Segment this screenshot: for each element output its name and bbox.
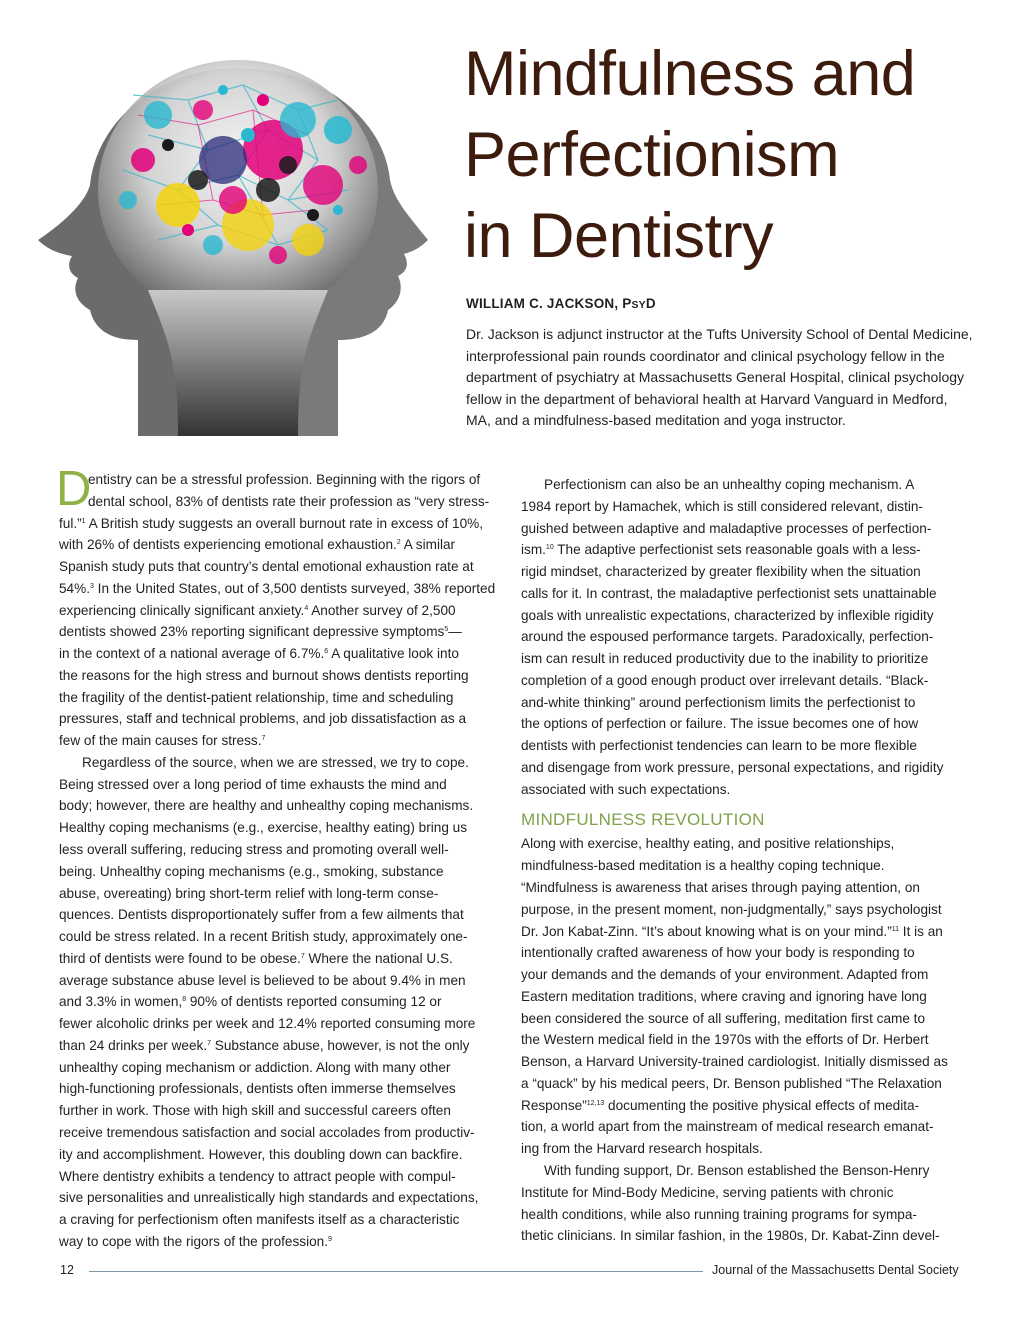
- line-text: with 26% of dentists experiencing emotional exhaustion.: [59, 537, 397, 553]
- line-text: the options of perfection or failure. The issue becomes one of how: [521, 716, 919, 732]
- line-text: unhealthy coping mechanism or addiction. Along with many other: [59, 1059, 451, 1075]
- line-text: documenting the positive physical effects of medita-: [604, 1097, 920, 1113]
- line-text: could be stress related. In a recent British study, approximately one-: [59, 929, 468, 945]
- text-line: [521, 877, 961, 899]
- line-text: Where the national U.S.: [304, 950, 453, 966]
- line-text: ing from the Harvard research hospitals.: [521, 1141, 763, 1157]
- text-line: [521, 1160, 961, 1182]
- text-line: [59, 665, 499, 687]
- line-text: The adaptive perfectionist sets reasonable goals with a less-: [553, 542, 921, 558]
- text-line: [521, 833, 961, 855]
- text-line: [521, 648, 961, 670]
- text-line: [59, 1035, 499, 1057]
- text-line: [521, 626, 961, 648]
- bio-line: MA, and a mindfulness-based meditation and yoga instructor.: [466, 412, 846, 429]
- article-title: [464, 34, 1004, 277]
- line-text: Being stressed over a long period of time exhausts the mind and: [59, 776, 447, 792]
- line-text: tion, a world apart from the mainstream of medical research emanat-: [521, 1119, 934, 1135]
- line-text: your demands and the demands of your environment. Adapted from: [521, 967, 929, 983]
- line-text: in the context of a national average of 6.7%.: [59, 646, 325, 662]
- line-text: health conditions, while also running training programs for sympa-: [521, 1206, 917, 1222]
- text-line: [59, 774, 499, 796]
- text-line: [521, 1029, 961, 1051]
- line-text: abuse, overeating) bring short-term relief with long-term conse-: [59, 885, 439, 901]
- line-text: experiencing clinically significant anxiety.: [59, 602, 305, 618]
- author-byline: [466, 296, 656, 311]
- text-line: [59, 883, 499, 905]
- line-text: the reasons for the high stress and burnout shows dentists reporting: [59, 667, 469, 683]
- footnote-ref: 1: [81, 517, 86, 525]
- text-line: [59, 861, 499, 883]
- line-text: Substance abuse, however, is not the only: [211, 1037, 470, 1053]
- line-text: 1984 report by Hamachek, which is still considered relevant, distin-: [521, 498, 923, 514]
- line-text: In the United States, out of 3,500 dentists surveyed, 38% reported: [93, 580, 496, 596]
- line-text: rigid mindset, characterized by greater flexibility when the situation: [521, 564, 921, 580]
- text-line: [59, 1209, 499, 1231]
- line-text: further in work. Those with high skill and successful careers often: [59, 1103, 451, 1119]
- author-degree-small: SY: [631, 299, 646, 311]
- line-text: and-white thinking” around perfectionism limits the perfectionist to: [521, 694, 916, 710]
- line-text: sive personalities and unrealistically high standards and expectations,: [59, 1190, 479, 1206]
- line-text: less overall suffering, reducing stress and promoting overall well-: [59, 842, 449, 858]
- text-line: [59, 970, 499, 992]
- text-line: [59, 687, 499, 709]
- text-line: [521, 1116, 961, 1138]
- line-text: ism can result in reduced productivity due to the inability to prioritize: [521, 651, 929, 667]
- footnote-ref: 8: [182, 996, 187, 1004]
- text-line: [59, 1122, 499, 1144]
- text-line: [521, 1008, 961, 1030]
- text-line: [521, 583, 961, 605]
- footnote-ref: 5: [444, 626, 449, 634]
- line-text: and disengage from work pressure, personal expectations, and rigidity: [521, 759, 944, 775]
- text-line: [521, 1073, 961, 1095]
- author-bio: [466, 324, 986, 432]
- text-line: [59, 948, 499, 970]
- line-text: thetic clinicians. In similar fashion, in the 1980s, Dr. Kabat-Zinn devel-: [521, 1228, 940, 1244]
- line-text: guished between adaptive and maladaptive processes of perfection-: [521, 520, 932, 536]
- line-text: being. Unhealthy coping mechanisms (e.g., smoking, substance: [59, 863, 444, 879]
- text-line: [59, 1166, 499, 1188]
- text-line: [521, 1204, 961, 1226]
- line-text: average substance abuse level is believed to be about 9.4% in men: [59, 972, 466, 988]
- title-line: Perfectionism: [464, 120, 840, 190]
- line-text: third of dentists were found to be obese.: [59, 950, 301, 966]
- text-line: [59, 752, 499, 774]
- line-text: goals with unrealistic expectations, characterized by inflexible rigidity: [521, 607, 934, 623]
- line-text: Regardless of the source, when we are stressed, we try to cope.: [82, 754, 469, 770]
- line-text: calls for it. In contrast, the maladaptive perfectionist sets unattainable: [521, 585, 937, 601]
- text-line: [521, 474, 961, 496]
- footnote-ref: 7: [300, 952, 305, 960]
- line-text: fewer alcoholic drinks per week and 12.4% reported consuming more: [59, 1016, 476, 1032]
- text-line: [521, 779, 961, 801]
- text-line: [521, 964, 961, 986]
- line-text: Benson, a Harvard University-trained cardiologist. Initially dismissed as: [521, 1054, 948, 1070]
- heads-network-illustration: [38, 40, 438, 436]
- footnote-ref: 10: [545, 544, 554, 552]
- text-line: [521, 855, 961, 877]
- line-text: the fragility of the dentist-patient relationship, time and scheduling: [59, 689, 454, 705]
- text-line: [59, 1231, 499, 1253]
- text-line: [59, 730, 499, 752]
- text-line: [521, 605, 961, 627]
- line-text: a craving for perfectionism often manifests itself as a characteristic: [59, 1212, 460, 1228]
- text-line: [59, 1013, 499, 1035]
- line-text: been considered the source of all suffering, meditation first came to: [521, 1010, 926, 1026]
- text-line: [521, 496, 961, 518]
- text-line: [59, 534, 499, 556]
- text-line: [521, 1138, 961, 1160]
- line-text: Dr. Jon Kabat-Zinn. “It’s about knowing what is on your mind.”: [521, 923, 892, 939]
- line-text: ful.”: [59, 515, 82, 531]
- paragraph: [521, 833, 961, 1159]
- text-line: [521, 1225, 961, 1247]
- drop-cap: D: [56, 462, 92, 516]
- paragraph: [521, 1160, 961, 1247]
- text-line: [59, 556, 499, 578]
- line-text: Where dentistry exhibits a tendency to attract people with compul-: [59, 1168, 456, 1184]
- line-text: way to cope with the rigors of the profession.: [59, 1233, 328, 1249]
- text-line: [59, 491, 499, 513]
- body-column-right: [521, 474, 961, 1247]
- line-text: body; however, there are healthy and unhealthy coping mechanisms.: [59, 798, 474, 814]
- paragraph: [59, 752, 499, 1253]
- text-line: [59, 1078, 499, 1100]
- line-text: With funding support, Dr. Benson established the Benson-Henry: [544, 1162, 930, 1178]
- paragraph: [59, 469, 499, 752]
- text-line: [59, 600, 499, 622]
- text-line: [59, 578, 499, 600]
- text-line: [521, 757, 961, 779]
- footnote-ref: 4: [304, 604, 309, 612]
- line-text: mindfulness-based meditation is a healthy coping technique.: [521, 858, 885, 874]
- text-line: [59, 643, 499, 665]
- text-line: [521, 735, 961, 757]
- text-line: [59, 839, 499, 861]
- text-line: [59, 469, 499, 491]
- text-line: [59, 1144, 499, 1166]
- text-line: [59, 926, 499, 948]
- line-text: 54%.: [59, 580, 90, 596]
- body-column-left: [56, 462, 499, 1253]
- line-text: and 3.3% in women,: [59, 994, 183, 1010]
- text-line: [59, 795, 499, 817]
- author-name: WILLIAM C. JACKSON, P: [466, 296, 632, 311]
- text-line: [521, 692, 961, 714]
- text-line: [521, 1182, 961, 1204]
- line-text: Another survey of 2,500: [308, 602, 456, 618]
- line-text: receive tremendous satisfaction and social accolades from productiv-: [59, 1124, 475, 1140]
- line-text: Healthy coping mechanisms (e.g., exercise, healthy eating) bring us: [59, 820, 468, 836]
- line-text: Eastern meditation traditions, where craving and ignoring have long: [521, 988, 927, 1004]
- line-text: pressures, staff and technical problems, and job dissatisfaction as a: [59, 711, 467, 727]
- text-line: [59, 1100, 499, 1122]
- section-heading: MINDFULNESS REVOLUTION: [521, 810, 765, 830]
- page-number: 12: [60, 1263, 74, 1277]
- line-text: around the espoused performance targets. Paradoxically, perfection-: [521, 629, 934, 645]
- line-text: Spanish study puts that country’s dental emotional exhaustion rate at: [59, 559, 474, 575]
- line-text: few of the main causes for stress.: [59, 733, 262, 749]
- line-text: dentists showed 23% reporting significant depressive symptoms: [59, 624, 445, 640]
- text-line: [521, 561, 961, 583]
- line-text: A similar: [400, 537, 456, 553]
- line-text: 90% of dentists reported consuming 12 or: [186, 994, 442, 1010]
- footnote-ref: 7: [207, 1039, 212, 1047]
- line-text: associated with such expectations.: [521, 781, 731, 797]
- bio-line: fellow in the department of behavioral health at Harvard Vanguard in Medford,: [466, 390, 948, 407]
- line-text: It is an: [899, 923, 943, 939]
- text-line: [521, 986, 961, 1008]
- line-text: Response”: [521, 1097, 587, 1113]
- footnote-ref: 6: [324, 648, 329, 656]
- line-text: high-functioning professionals, dentists often immerse themselves: [59, 1081, 456, 1097]
- title-line: in Dentistry: [464, 201, 774, 271]
- line-text: —: [448, 624, 462, 640]
- bio-line: interprofessional pain rounds coordinator and clinical psychology fellow in the: [466, 347, 945, 364]
- line-text: intentionally crafted awareness of how your body is responding to: [521, 945, 915, 961]
- text-line: [59, 817, 499, 839]
- line-text: dental school, 83% of dentists rate their profession as “very stress-: [88, 493, 490, 509]
- line-text: the Western medical field in the 1970s with the efforts of Dr. Herbert: [521, 1032, 929, 1048]
- text-line: [59, 1187, 499, 1209]
- text-line: [59, 1057, 499, 1079]
- line-text: ism.: [521, 542, 546, 558]
- line-text: purpose, in the present moment, non-judgmentally,” says psychologist: [521, 901, 942, 917]
- author-degree-end: D: [645, 296, 656, 311]
- text-line: [521, 713, 961, 735]
- bio-line: department of psychiatry at Massachusetts General Hospital, clinical psychology: [466, 369, 965, 386]
- line-text: A qualitative look into: [328, 646, 459, 662]
- text-line: [521, 899, 961, 921]
- line-text: Along with exercise, healthy eating, and positive relationships,: [521, 836, 895, 852]
- text-line: [59, 513, 499, 535]
- line-text: than 24 drinks per week.: [59, 1037, 208, 1053]
- text-line: [521, 942, 961, 964]
- line-text: Institute for Mind-Body Medicine, serving patients with chronic: [521, 1184, 894, 1200]
- line-text: entistry can be a stressful profession. Beginning with the rigors of: [88, 472, 481, 487]
- line-text: a “quack” by his medical peers, Dr. Benson published “The Relaxation: [521, 1075, 942, 1091]
- text-line: [521, 670, 961, 692]
- footnote-ref: 9: [328, 1235, 332, 1243]
- line-text: A British study suggests an overall burnout rate in excess of 10%,: [85, 515, 484, 531]
- title-line: Mindfulness and: [464, 39, 916, 109]
- footer-rule: [89, 1271, 703, 1272]
- line-text: completion of a good enough product over irrelevant details. “Black-: [521, 672, 929, 688]
- footnote-ref: 2: [396, 539, 401, 547]
- footnote-ref: 3: [89, 582, 94, 590]
- bio-line: Dr. Jackson is adjunct instructor at the Tufts University School of Dental Medicine,: [466, 326, 973, 342]
- paragraph: [521, 474, 961, 800]
- journal-name: Journal of the Massachusetts Dental Society: [712, 1263, 959, 1277]
- footnote-ref: 11: [891, 925, 900, 933]
- line-text: quences. Dentists disproportionately suffer from a few ailments that: [59, 907, 464, 923]
- footnote-ref: 7: [261, 735, 266, 743]
- text-line: [59, 991, 499, 1013]
- text-line: [521, 1095, 961, 1117]
- line-text: Perfectionism can also be an unhealthy coping mechanism. A: [544, 477, 915, 492]
- text-line: [521, 518, 961, 540]
- text-line: [521, 1051, 961, 1073]
- line-text: “Mindfulness is awareness that arises through paying attention, on: [521, 880, 920, 896]
- line-text: ity and accomplishment. However, this doubling down can backfire.: [59, 1146, 463, 1162]
- footnote-ref: 12,13: [586, 1099, 605, 1107]
- line-text: dentists with perfectionist tendencies can learn to be more flexible: [521, 738, 917, 754]
- text-line: [59, 621, 499, 643]
- text-line: [521, 921, 961, 943]
- text-line: [59, 904, 499, 926]
- text-line: [59, 708, 499, 730]
- text-line: [521, 539, 961, 561]
